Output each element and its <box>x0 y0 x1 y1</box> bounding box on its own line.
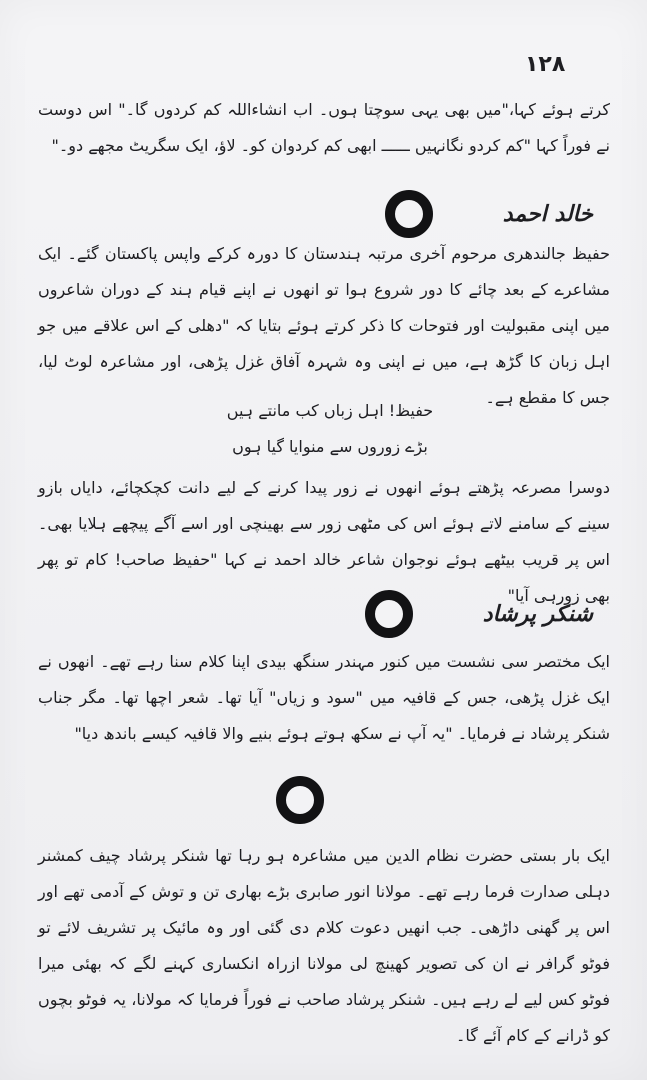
ring-ornament-icon <box>276 776 324 824</box>
section-paragraph: حفیظ جالندھری مرحوم آخری مرتبہ ہندستان کا دورہ کرکے واپس پاکستان گئے۔ ایک مشاعرے کے بعد چائے کا دور شروع ہوا تو انھوں نے اپنے قیام ہند کے دوران شاعروں میں اپنی مقبولیت اور فتوحات کا ذکر کرتے ہوئے بتایا کہ "دھلی کے اس علاقے میں جو اہل زبان کا گڑھ ہے، میں نے اپنی وہ شہرہ آفاق غزل پڑھی، اور مشاعرہ لوٹ لیا، جس کا مقطع ہے۔ <box>38 244 610 407</box>
verse-line: بڑے زوروں سے منوایا گیا ہوں <box>232 437 428 456</box>
verse-line: حفیظ! اہل زباں کب مانتے ہیں <box>226 401 434 420</box>
section-heading: خالد احمد <box>502 201 593 227</box>
section-paragraph: ایک مختصر سی نشست میں کنور مہندر سنگھ بیدی اپنا کلام سنا رہے تھے۔ انھوں نے ایک غزل پڑھی، جس کے قافیہ میں "سود و زیاں" آیا تھا۔ شعر اچھا تھا۔ مگر جناب شنکر پرشاد نے فرمایا۔ "یہ آپ نے سکھ ہوتے ہوئے بنیے والا قافیہ کیسے باندھ دیا" <box>38 652 610 743</box>
section-heading-row <box>365 590 593 638</box>
page-number: ۱۲۸ <box>525 52 566 77</box>
section-heading: شنکر پرشاد <box>482 601 593 627</box>
section-paragraph: دوسرا مصرعہ پڑھتے ہوئے انھوں نے زور پیدا کرنے کے لیے دانت کچکچائے، دایاں بازو سینے کے سامنے لاتے ہوئے اس کی مٹھی زور سے بھینچی اور اسے آگے پیچھے ہلایا بھی۔ اس پر قریب بیٹھے ہوئے نوجوان شاعر خالد احمد نے کہا "حفیظ صاحب! کام تو پھر بھی زورہی آیا" <box>38 478 610 605</box>
ring-ornament-icon <box>365 590 413 638</box>
ring-ornament-icon <box>385 190 433 238</box>
section-paragraph: ایک بار بستی حضرت نظام الدین میں مشاعرہ ہو رہا تھا شنکر پرشاد چیف کمشنر دہلی صدارت فرما رہے تھے۔ مولانا انور صابری بڑے بھاری تن و توش کے آدمی تھے اور اس پر گھنی داڑھی۔ جب انھیں دعوت کلام دی گئی اور وہ مائیک پر تشریف لائے تو فوٹو گرافر نے ان کی تصویر کھینچ لی مولانا ازراہ انکساری کہنے لگے کہ بھئی میرا فوٹو کس لیے لے رہے ہیں۔ شنکر پرشاد صاحب نے فوراً فرمایا کہ مولانا، یہ فوٹو بچوں کو ڈرانے کے کام آئے گا۔ <box>38 846 610 1045</box>
section-heading-row <box>385 190 593 238</box>
intro-paragraph: کرتے ہوئے کہا،"میں بھی یہی سوچتا ہوں۔ اب انشاءاللہ کم کردوں گا۔" اس دوست نے فوراً کہا "کم کردو نگانہیں ــــــ ابھی کم کردوان کو۔ لاؤ، ایک سگریٹ مجھے دو۔" <box>38 100 610 155</box>
